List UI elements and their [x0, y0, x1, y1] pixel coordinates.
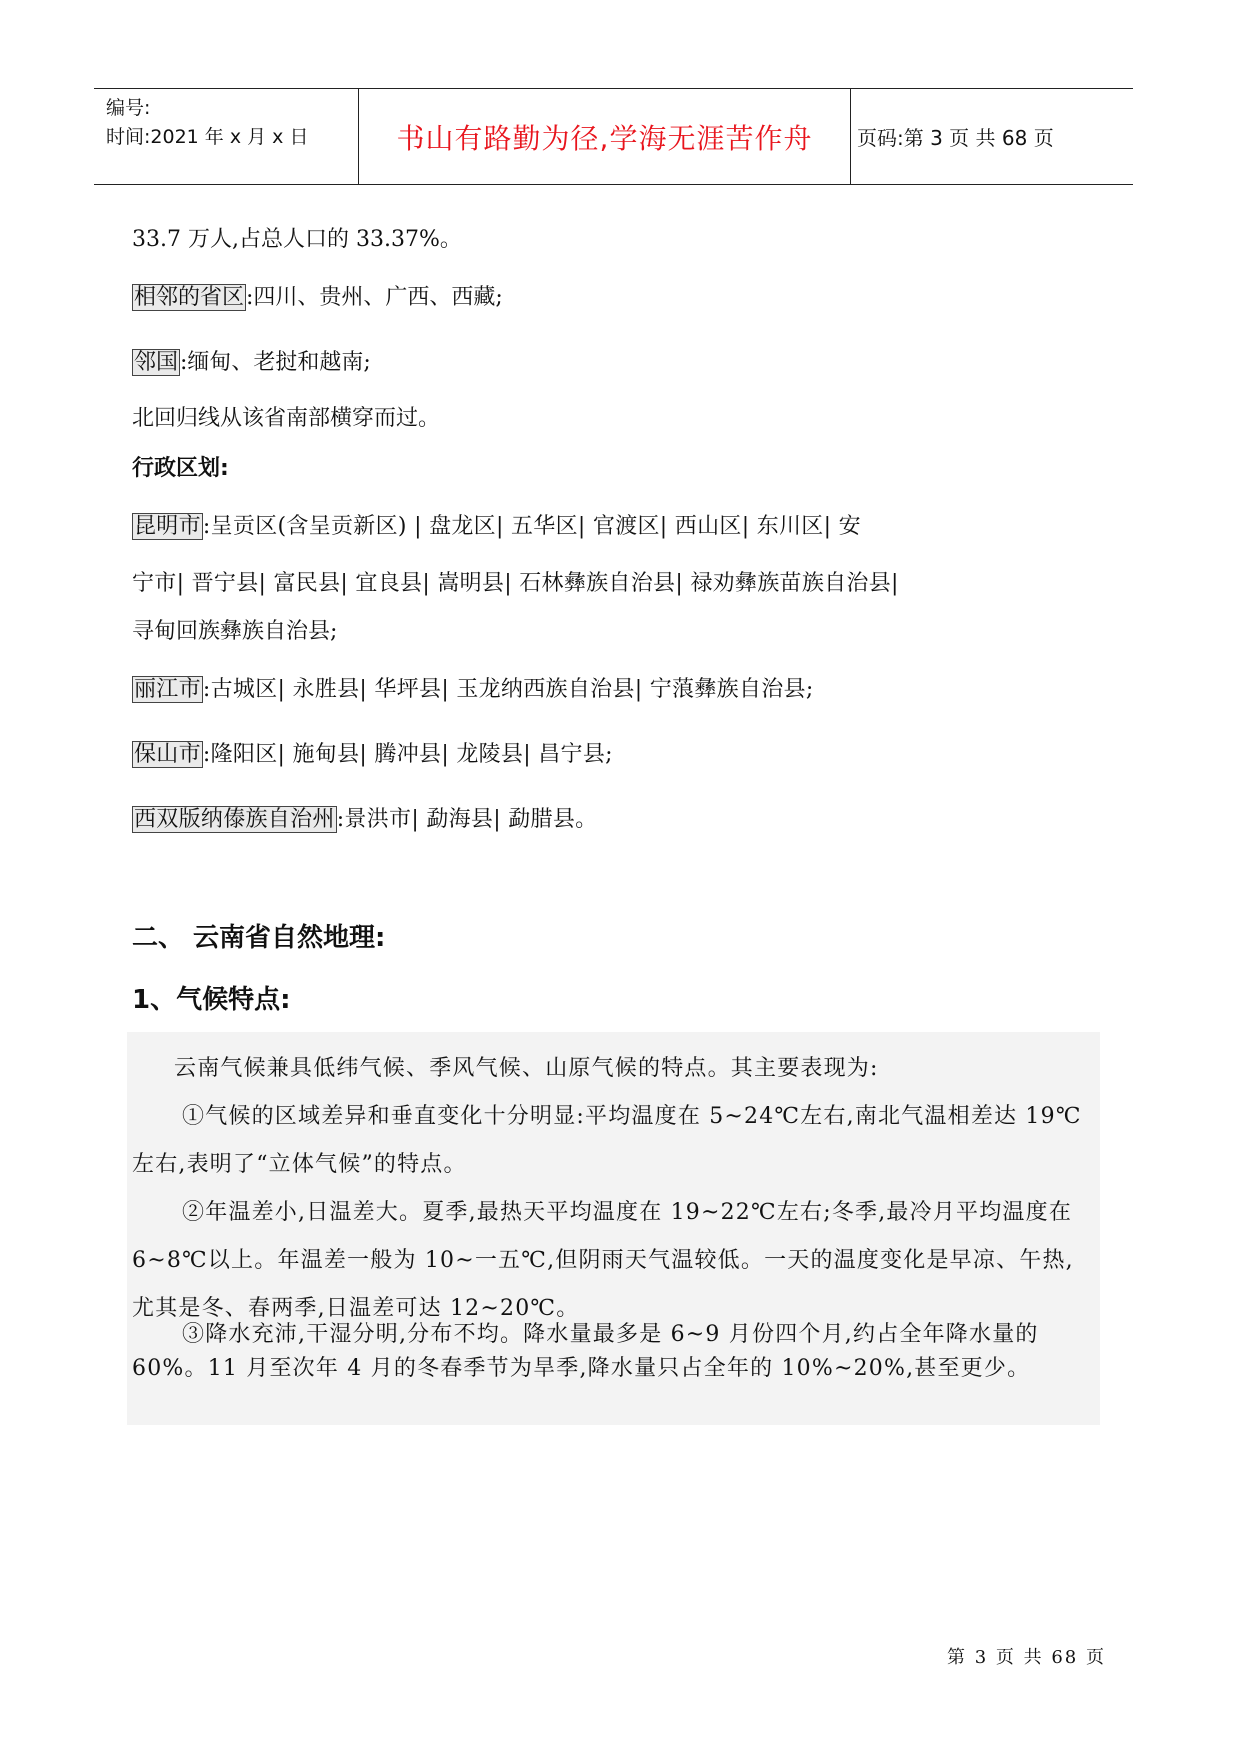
tropic-line: 北回归线从该省南部横穿而过。	[132, 406, 441, 431]
lijiang-line	[132, 672, 814, 703]
lijiang-label: 丽江市	[134, 677, 201, 702]
xsbn-label: 西双版纳傣族自治州	[134, 807, 335, 832]
number-label: 编号:	[106, 97, 151, 119]
climate-point-2: ②年温差小,日温差大。夏季,最热天平均温度在 19~22℃左右;冬季,最冷月平均温度在 6~8℃以上。年温差一般为 10~一五℃,但阴雨天气温较低。一天的温度变化是早凉、午热,尤其是冬、春两季,日温差可达 12~20℃。	[132, 1200, 1074, 1321]
page-label: 页码:第 3 页 共 68 页	[857, 126, 1054, 150]
kunming-line-1	[132, 509, 861, 540]
header-motto: 书山有路勤为径,学海无涯苦作舟	[358, 89, 851, 184]
population-line: 33.7 万人,占总人口的 33.37%。	[132, 227, 462, 252]
neighbor-provinces-label: 相邻的省区	[134, 285, 245, 310]
neighbor-countries-label: 邻国	[134, 350, 179, 375]
baoshan-line	[132, 737, 613, 768]
climate-intro: 云南气候兼具低纬气候、季风气候、山原气候的特点。其主要表现为:	[174, 1056, 879, 1081]
header-left-cell	[94, 89, 358, 184]
climate-paragraphs	[132, 1045, 1096, 1333]
header-page-cell	[849, 89, 1133, 184]
page-footer: 第 3 页 共 68 页	[947, 1647, 1106, 1668]
admin-heading: 行政区划:	[132, 456, 229, 481]
time-label: 时间:2021 年 x 月 x 日	[106, 126, 309, 148]
lijiang-text: :古城区| 永胜县| 华坪县| 玉龙纳西族自治县| 宁蒗彝族自治县;	[202, 677, 814, 702]
kunming-line-3: 寻甸回族彝族自治县;	[132, 619, 338, 644]
xsbn-line	[132, 802, 597, 833]
xsbn-text: :景洪市| 勐海县| 勐腊县。	[336, 807, 598, 832]
subsection-heading: 1、气候特点:	[132, 985, 291, 1015]
baoshan-text: :隆阳区| 施甸县| 腾冲县| 龙陵县| 昌宁县;	[202, 742, 613, 767]
section-heading: 二、 云南省自然地理:	[132, 923, 386, 953]
kunming-label: 昆明市	[134, 514, 201, 539]
neighbor-countries-line	[132, 345, 371, 376]
climate-point-3: ③降水充沛,干湿分明,分布不均。降水量最多是 6~9 月份四个月,约占全年降水量的 60%。11 月至次年 4 月的冬春季节为旱季,降水量只占全年的 10%~20%,甚至更少。	[132, 1322, 1039, 1381]
climate-point-1: ①气候的区域差异和垂直变化十分明显:平均温度在 5~24℃左右,南北气温相差达 19℃左右,表明了“立体气候”的特点。	[132, 1104, 1082, 1177]
neighbor-countries-text: :缅甸、老挝和越南;	[180, 350, 371, 375]
baoshan-label: 保山市	[134, 742, 201, 767]
kunming-text-1: :呈贡区(含呈贡新区) | 盘龙区| 五华区| 官渡区| 西山区| 东川区| 安	[202, 514, 861, 539]
neighbor-provinces-text: :四川、贵州、广西、西藏;	[246, 285, 503, 310]
neighbor-provinces-line	[132, 280, 503, 311]
page-header	[94, 88, 1133, 185]
kunming-line-2: 宁市| 晋宁县| 富民县| 宜良县| 嵩明县| 石林彝族自治县| 禄劝彝族苗族自治县|	[132, 571, 899, 596]
climate-paragraph-3	[132, 1318, 1096, 1386]
